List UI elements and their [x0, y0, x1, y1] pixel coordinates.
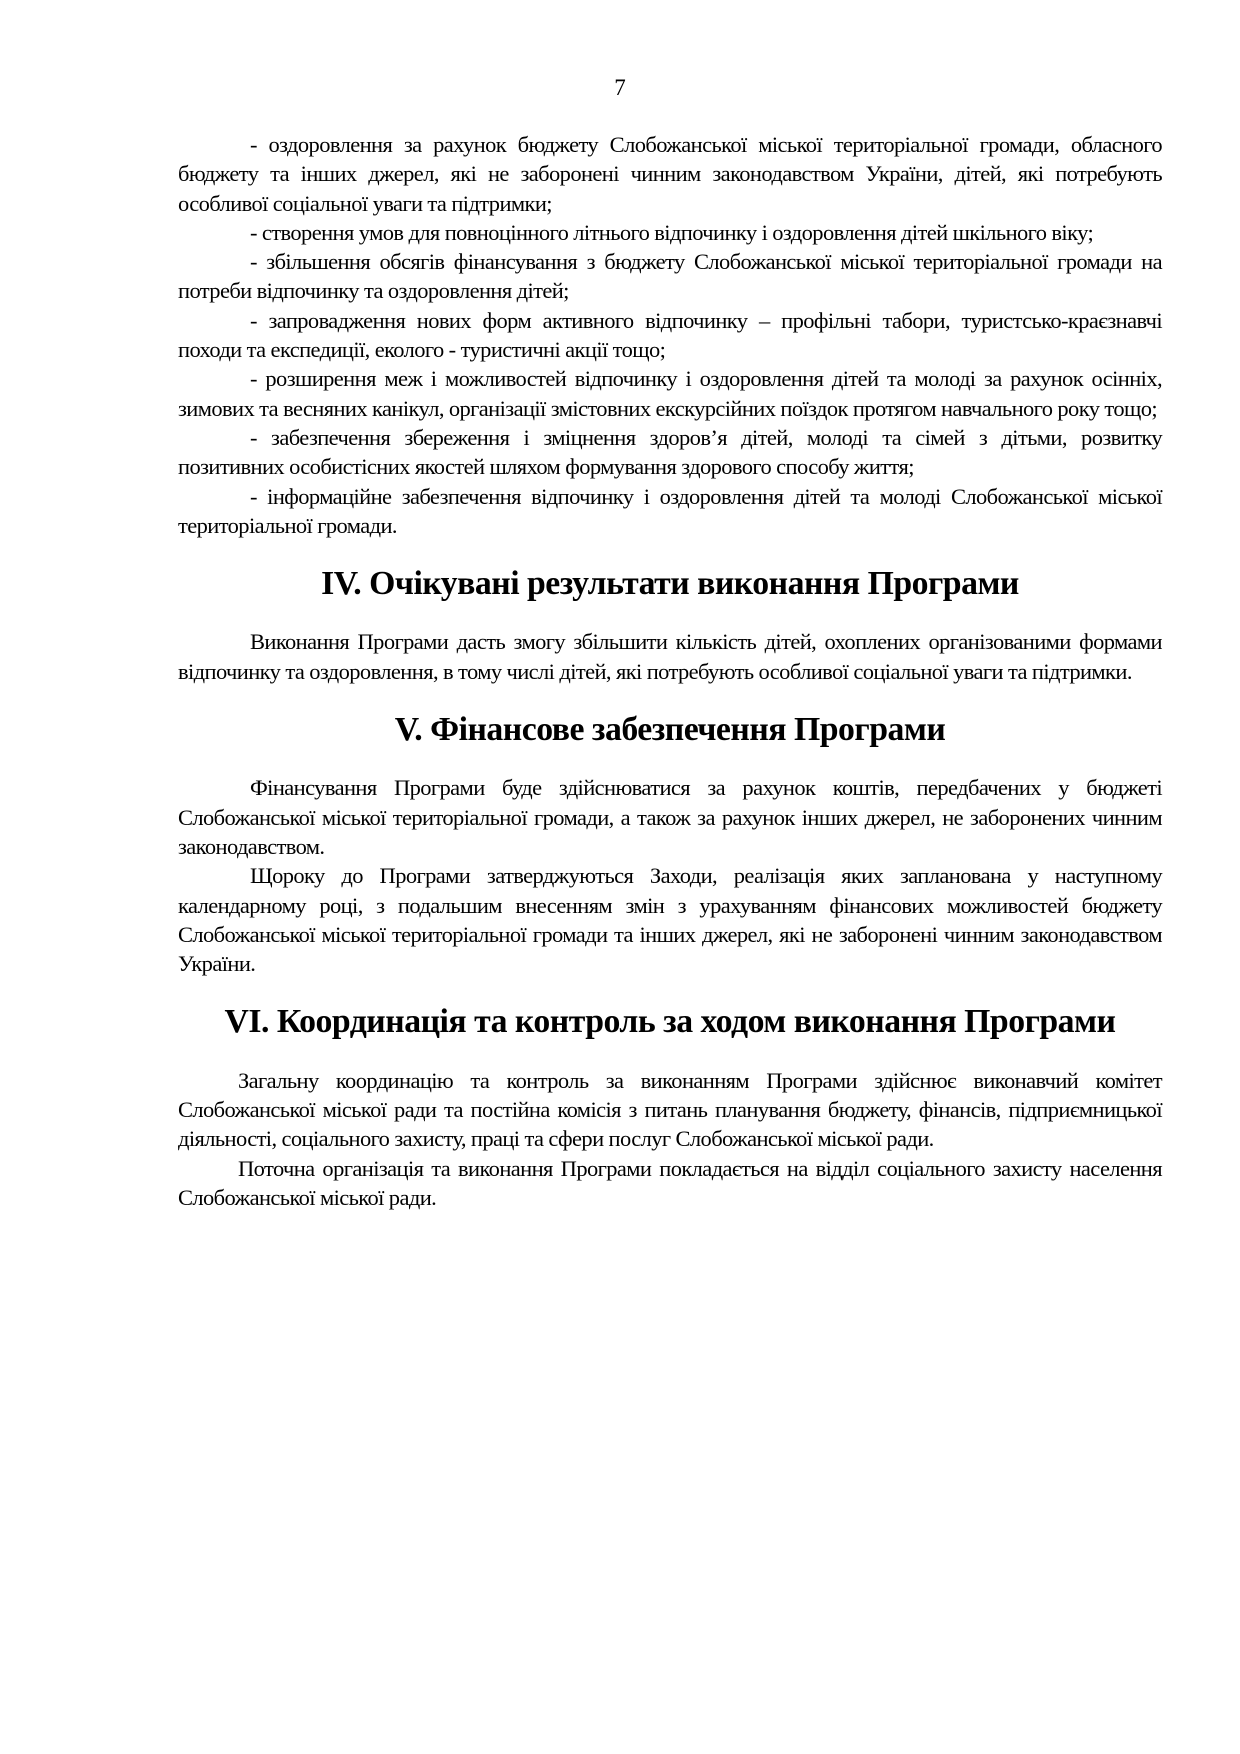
section-heading: IV. Очікувані результати виконання Програми — [321, 565, 1019, 603]
section-heading: VI. Координація та контроль за ходом виконання Програми — [224, 1003, 1116, 1041]
paragraph: Загальну координацію та контроль за виконанням Програми здійснює виконавчий комітет Слобожанської міської ради та постійна комісія з питань планування бюджету, фінансів, підприємницької діяльності, соціального захисту, праці та сфери послуг Слобожанської міської ради. — [178, 1067, 1162, 1152]
section-coordination-control — [178, 1003, 1162, 1212]
section-heading: V. Фінансове забезпечення Програми — [394, 711, 946, 749]
paragraph: Фінансування Програми буде здійснюватися за рахунок коштів, передбачених у бюджеті Слобожанської міської територіальної громади, а також за рахунок інших джерел, не заборонених чинним законодавством. — [178, 775, 1162, 859]
list-item: - розширення меж і можливостей відпочинку і оздоровлення дітей та молоді за рахунок осінніх, зимових та весняних канікул, організації змістовних екскурсійних поїздок протягом навчального року тощо; — [178, 366, 1162, 421]
page-number: 7 — [614, 75, 626, 100]
section-expected-results — [178, 565, 1162, 686]
section-financial-support — [178, 711, 1162, 978]
list-item: - забезпечення збереження і зміцнення здоров’я дітей, молоді та сімей з дітьми, розвитку позитивних особистісних якостей шляхом формування здорового способу життя; — [178, 424, 1162, 480]
list-item: - інформаційне забезпечення відпочинку і оздоровлення дітей та молоді Слобожанської міської територіальної громади. — [178, 483, 1162, 538]
list-item: - оздоровлення за рахунок бюджету Слобожанської міської територіальної громади, обласного бюджету та інших джерел, які не заборонені чинним законодавством України, дітей, які потребують особливої соціальної уваги та підтримки; — [178, 132, 1162, 216]
paragraph: Щороку до Програми затверджуються Заходи, реалізація яких запланована у наступному календарному році, з подальшим внесенням змін з урахуванням фінансових можливостей бюджету Слобожанської міської територіальної громади та інших джерел, які не заборонені чинним законодавством України. — [178, 863, 1162, 977]
list-item: - запровадження нових форм активного відпочинку – профільні табори, туристсько-краєзнавчі походи та експедиції, еколого - туристичні акції тощо; — [178, 307, 1162, 363]
document-body — [178, 130, 1162, 1212]
list-item: - створення умов для повноцінного літнього відпочинку і оздоровлення дітей шкільного віку; — [250, 219, 1094, 245]
task-list — [178, 130, 1162, 540]
list-item: - збільшення обсягів фінансування з бюджету Слобожанської міської територіальної громади на потреби відпочинку та оздоровлення дітей; — [178, 249, 1162, 304]
paragraph: Виконання Програми дасть змогу збільшити кількість дітей, охоплених організованими формами відпочинку та оздоровлення, в тому числі дітей, які потребують особливої соціальної уваги та підтримки. — [178, 629, 1162, 684]
paragraph: Поточна організація та виконання Програми покладається на відділ соціального захисту населення Слобожанської міської ради. — [178, 1155, 1162, 1210]
